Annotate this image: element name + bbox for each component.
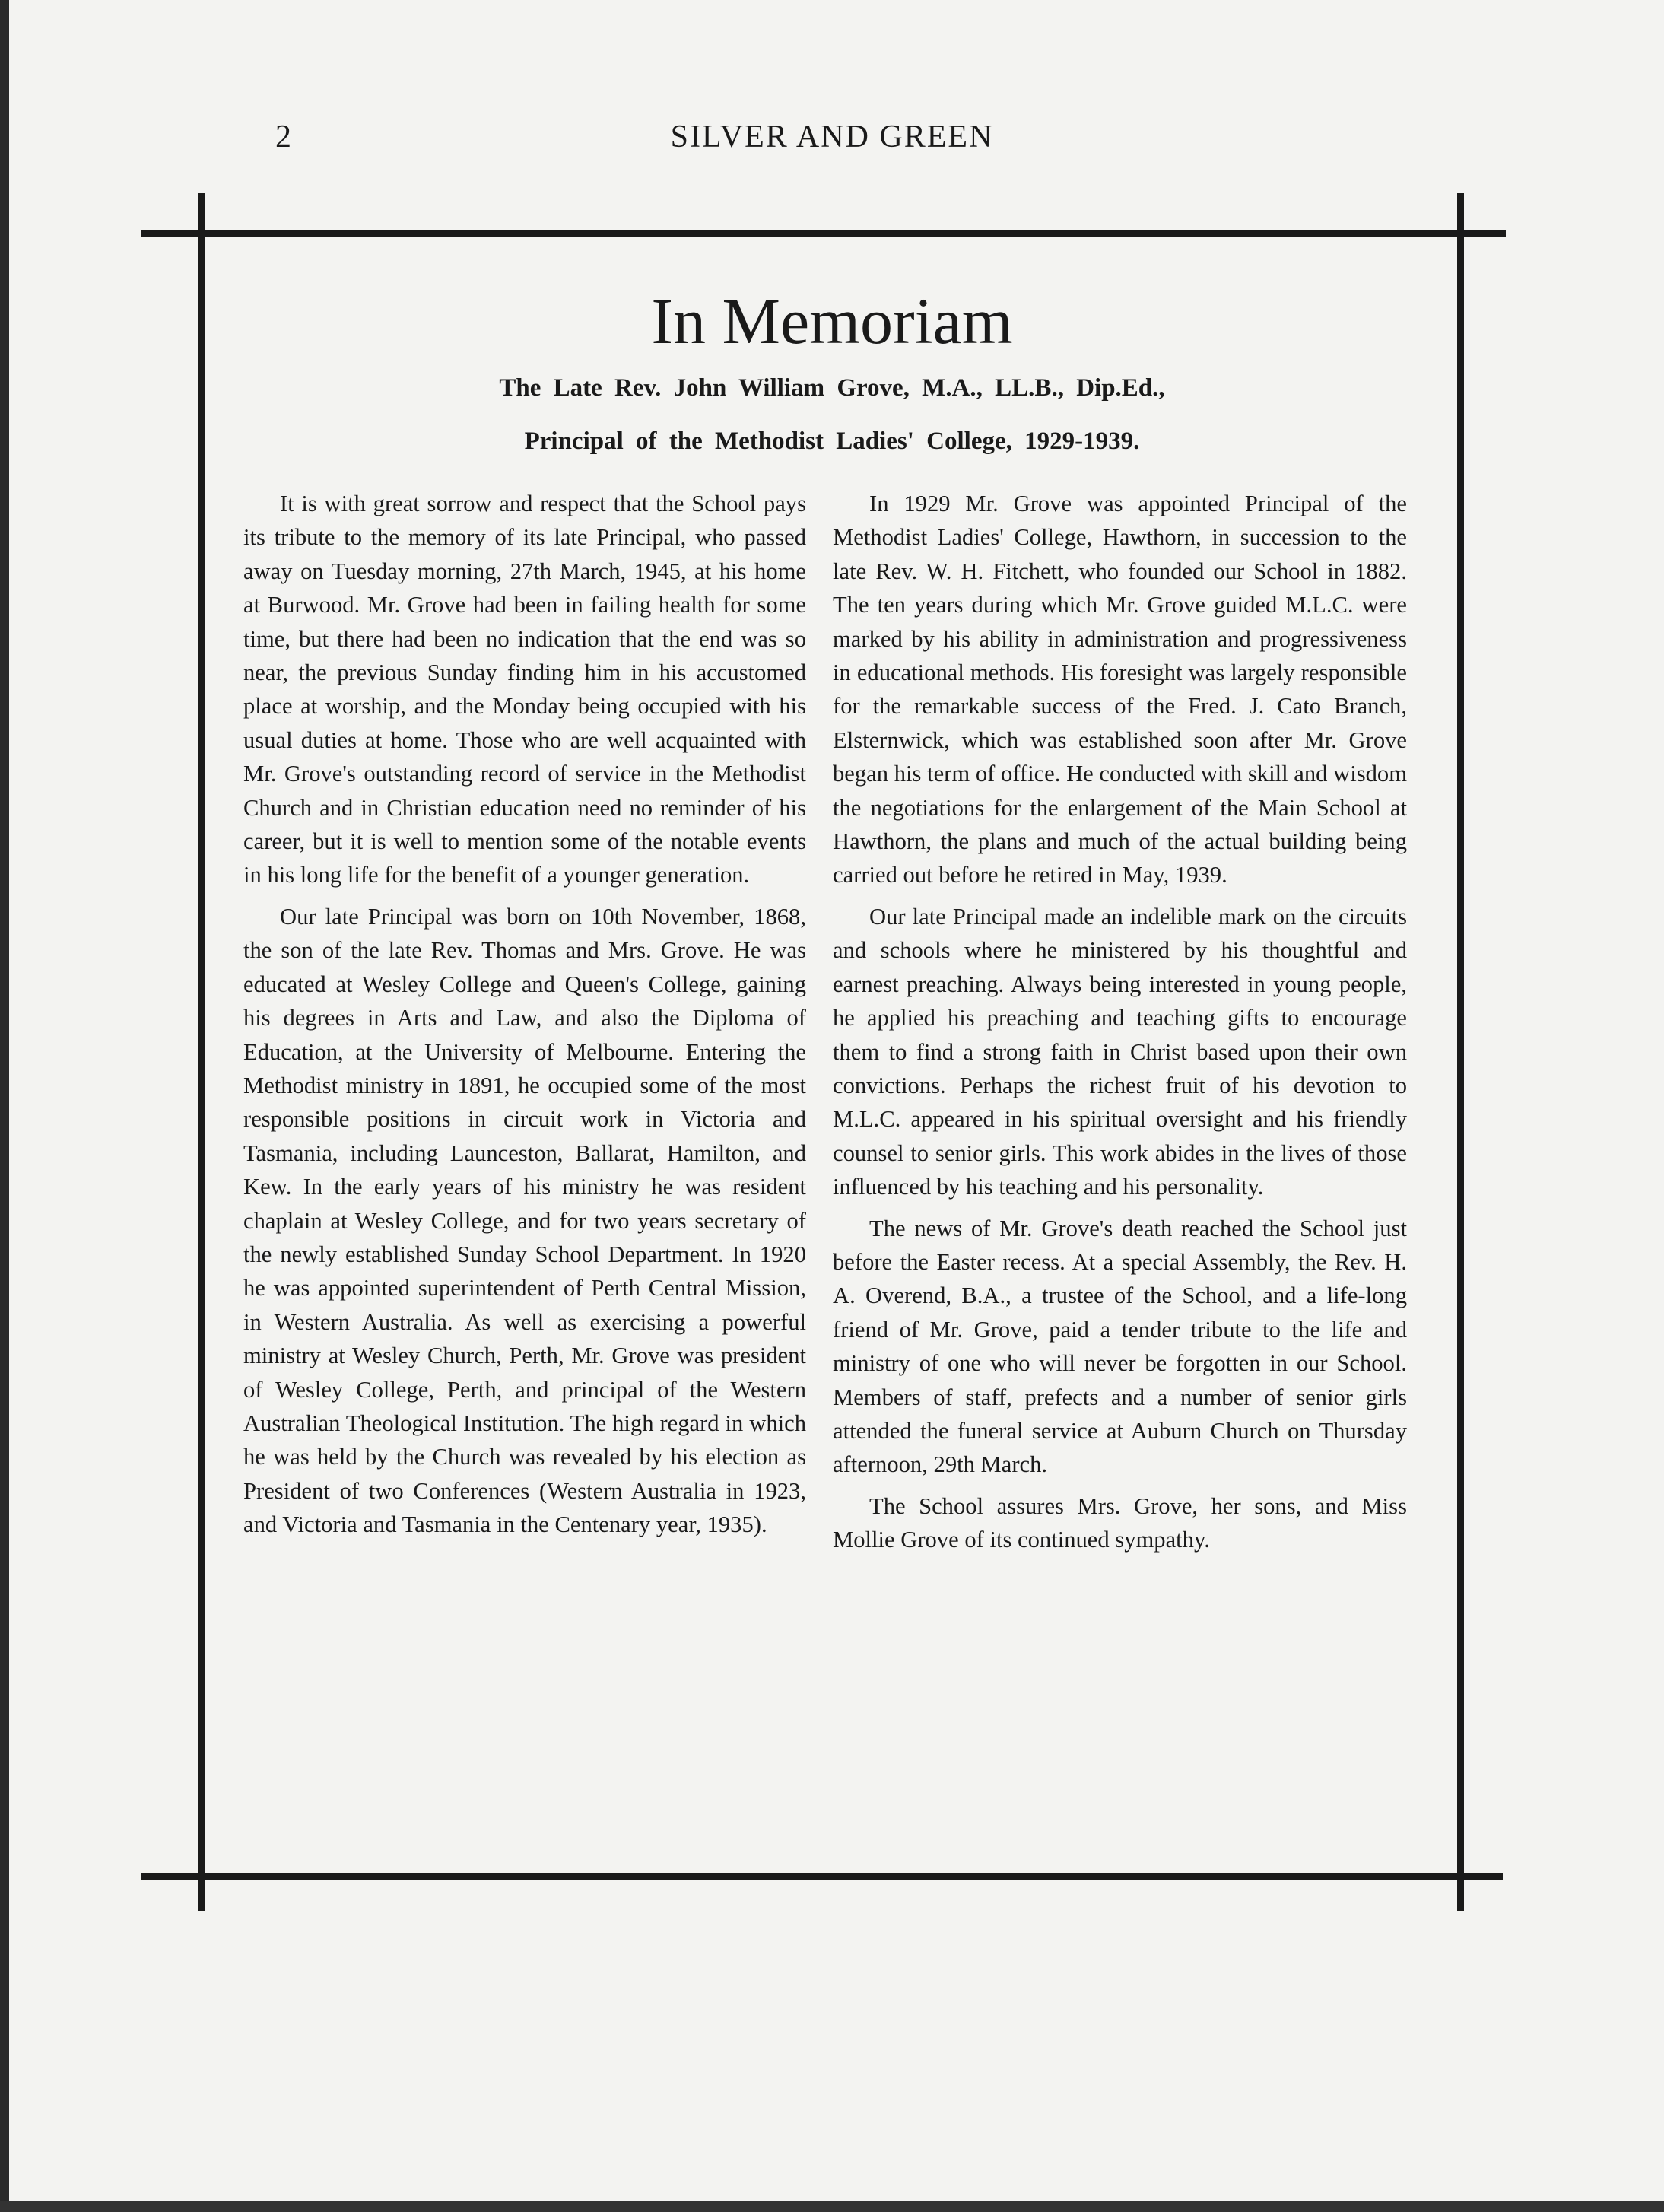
left-column: [243, 487, 806, 1549]
frame-bottom-left-stub: [141, 1873, 205, 1880]
frame-top-rule: [160, 230, 1506, 237]
paragraph: The School assures Mrs. Grove, her sons, and Miss Mollie Grove of its continued sympathy.: [833, 1492, 1407, 1553]
paragraph: Our late Principal made an indelible mark on the circuits and schools where he ministered by his thoughtful and earnest preaching. Always being interested in young people, he applied his preaching and teaching gifts to encourage them to find a strong faith in Christ based upon their own convictions. Perhaps the richest fruit of his devotion to M.L.C. appeared in his spiritual oversight and his friendly counsel to senior girls. This work abides in the lives of those influenced by his teaching and his personality.: [833, 903, 1407, 1200]
page-number: 2: [275, 119, 291, 154]
paragraph: Our late Principal was born on 10th November, 1868, the son of the late Rev. Thomas and Mrs. Grove. He was educated at Wesley College and Queen's College, gaining his degrees in Arts and Law, and also the Diploma of Education, at the University of Melbourne. Entering the Methodist ministry in 1891, he occupied some of the most responsible positions in circuit work in Victoria and Tasmania, including Launceston, Ballarat, Hamilton, and Kew. In the early years of his ministry he was resident chaplain at Wesley College, and for two years secretary of the newly established Sunday School Department. In 1920 he was appointed superintendent of Perth Central Mission, in Western Australia. As well as exercising a powerful ministry at Wesley Church, Perth, Mr. Grove was president of Wesley College, Perth, and principal of the Western Australian Theological Institution. The high regard in which he was held by the Church was revealed by his election as President of two Conferences (Western Australia in 1923, and Victoria and Tasmania in the Centenary year, 1935).: [243, 903, 806, 1538]
page-bottom-edge: [0, 2201, 1664, 2212]
frame-top-right-stub: [1457, 230, 1503, 237]
frame-bottom-rule: [198, 1873, 1464, 1880]
frame-bottom-right-stub: [1457, 1873, 1503, 1880]
article-title: In Memoriam: [651, 284, 1013, 358]
frame-top-left-stub: [141, 230, 164, 237]
running-title: SILVER AND GREEN: [670, 119, 994, 154]
article-subtitle-role: Principal of the Methodist Ladies' College, 1929-1939.: [524, 427, 1140, 455]
paragraph: The news of Mr. Grove's death reached the School just before the Easter recess. At a special Assembly, the Rev. H. A. Overend, B.A., a trustee of the School, and a life-long friend of Mr. Grove, paid a tender tribute to the life and ministry of one who will never be forgotten in our School. Members of staff, prefects and a number of senior girls attended the funeral service at Auburn Church on Thursday afternoon, 29th March.: [833, 1215, 1407, 1478]
paragraph: In 1929 Mr. Grove was appointed Principal of the Methodist Ladies' College, Hawthorn, in succession to the late Rev. W. H. Fitchett, who founded our School in 1882. The ten years during which Mr. Grove guided M.L.C. were marked by his ability in administration and progressiveness in educational methods. His foresight was largely responsible for the remarkable success of the Fred. J. Cato Branch, Elsternwick, which was established soon after Mr. Grove began his term of office. He conducted with skill and wisdom the negotiations for the enlargement of the Main School at Hawthorn, the plans and much of the actual building being carried out before he retired in May, 1939.: [833, 491, 1407, 888]
article-subtitle-name: The Late Rev. John William Grove, M.A., LL.B., Dip.Ed.,: [499, 374, 1165, 402]
paragraph: It is with great sorrow and respect that the School pays its tribute to the memory of its late Principal, who passed away on Tuesday morning, 27th March, 1945, at his home at Burwood. Mr. Grove had been in failing health for some time, but there had been no indication that the end was so near, the previous Sunday finding him in his accustomed place at worship, and the Monday being occupied with his usual duties at home. Those who are well acquainted with Mr. Grove's outstanding record of service in the Methodist Church and in Christian education need no reminder of his career, but it is well to mention some of the notable events in his long life for the benefit of a younger generation.: [243, 491, 806, 888]
right-column: [833, 487, 1407, 1565]
